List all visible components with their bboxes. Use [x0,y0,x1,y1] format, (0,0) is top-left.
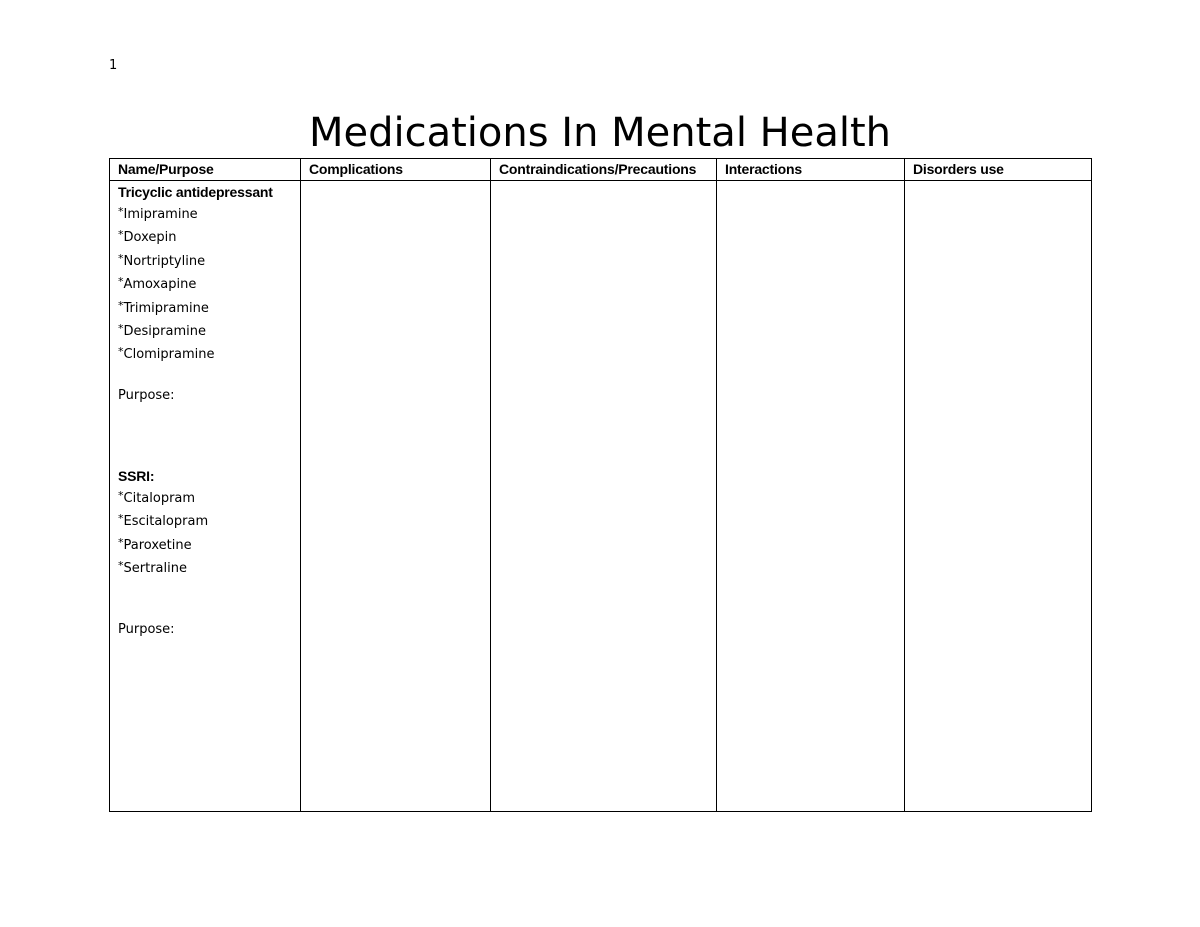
complications-cell [301,181,491,812]
drug-list-ssri [118,486,292,580]
drug-name: Sertraline [123,561,187,577]
page-number: 1 [109,58,118,73]
drug-list-tricyclic [118,202,292,366]
drug-name: Desipramine [123,324,206,340]
list-item [118,319,292,342]
bullet-icon: * [118,559,124,573]
document-title: Medications In Mental Health [308,110,891,156]
header-complications: Complications [301,159,491,181]
list-item [118,533,292,556]
drug-name: Amoxapine [123,277,197,293]
name-purpose-cell [110,181,301,812]
drug-name: Doxepin [123,230,177,246]
bullet-icon: * [118,345,124,359]
list-item [118,202,292,225]
list-item [118,486,292,509]
drug-name: Trimipramine [123,300,209,316]
contraindications-cell [491,181,717,812]
disorders-use-cell [905,181,1092,812]
table-header-row [110,159,1092,181]
interactions-cell [717,181,905,812]
bullet-icon: * [118,228,124,242]
header-interactions: Interactions [717,159,905,181]
drug-name: Citalopram [123,490,196,506]
list-item [118,509,292,532]
bullet-icon: * [118,275,124,289]
header-disorders-use: Disorders use [905,159,1092,181]
header-contraindications-precautions: Contraindications/Precautions [491,159,717,181]
bullet-icon: * [118,322,124,336]
medications-table [109,158,1092,812]
purpose-label-tricyclic: Purpose: [118,387,175,403]
list-item [118,249,292,272]
purpose-label-ssri: Purpose: [118,622,175,638]
drug-name: Imipramine [123,207,198,222]
bullet-icon: * [118,205,124,218]
bullet-icon: * [118,298,124,312]
list-item [118,272,292,295]
drug-name: Nortriptyline [123,253,206,269]
list-item [118,342,292,365]
bullet-icon: * [118,251,124,265]
drug-name: Paroxetine [123,537,192,553]
drug-name: Clomipramine [123,347,215,363]
bullet-icon: * [118,512,124,526]
list-item [118,225,292,248]
bullet-icon: * [118,488,124,502]
header-name-purpose: Name/Purpose [110,159,301,181]
group-title-tricyclic: Tricyclic antidepressant [118,184,273,200]
group-title-ssri: SSRI: [118,467,155,484]
list-item [118,556,292,579]
bullet-icon: * [118,535,124,549]
table-row [110,181,1092,812]
drug-name: Escitalopram [123,514,209,530]
list-item [118,296,292,319]
